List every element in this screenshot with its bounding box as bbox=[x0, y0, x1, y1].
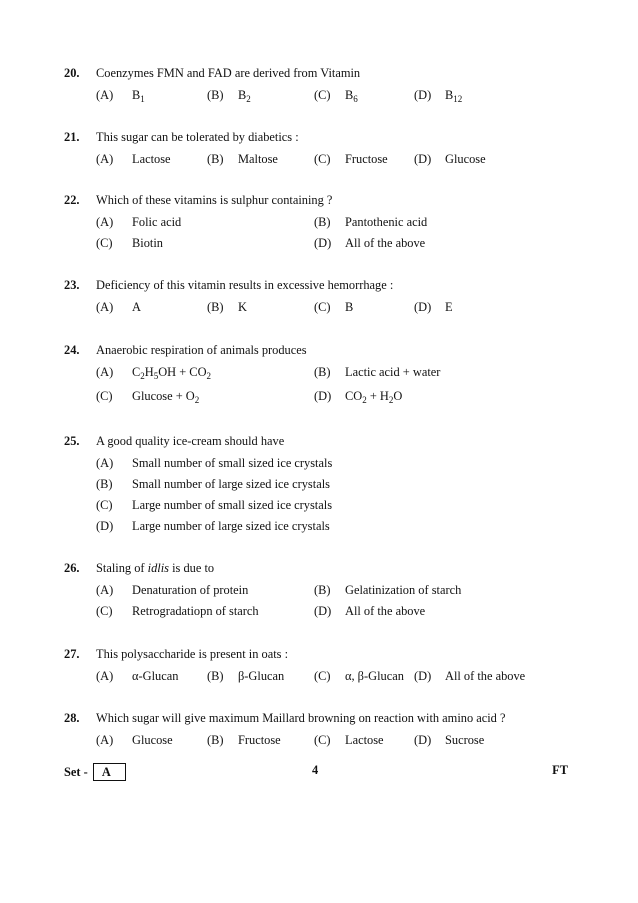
question-25 bbox=[64, 434, 584, 536]
option-c: (C) Retrogradatiopn of starch bbox=[96, 604, 259, 618]
option-b: (B) Maltose bbox=[207, 152, 278, 166]
option-d: (D) E bbox=[414, 300, 453, 314]
option-b: (B) Small number of large sized ice crystals bbox=[96, 477, 330, 491]
option-a: (A) $C_2H_5OH + CO_2$ bbox=[96, 365, 212, 381]
option-b: (B) Lactic acid + water bbox=[314, 365, 441, 379]
option-c: (C) Fructose bbox=[314, 152, 388, 166]
option-b: (B) K bbox=[207, 300, 247, 314]
option-c: (C) B bbox=[314, 300, 354, 314]
question-text: A good quality ice-cream should have bbox=[96, 434, 285, 448]
option-c: (C) $Glucose + O_2$ bbox=[96, 389, 200, 405]
question-text: Anaerobic respiration of animals produces bbox=[96, 343, 307, 357]
set-label: Set - A bbox=[64, 763, 126, 781]
option-c: (C) Lactose bbox=[314, 733, 384, 747]
question-text: Which sugar will give maximum Maillard browning on reaction with amino acid ? bbox=[96, 711, 506, 725]
option-a: (A) α-Glucan bbox=[96, 669, 179, 683]
question-text: Which of these vitamins is sulphur containing ? bbox=[96, 193, 333, 207]
option-c: (C) Biotin bbox=[96, 236, 163, 250]
option-d: (D) Glucose bbox=[414, 152, 486, 166]
question-22 bbox=[64, 193, 584, 253]
question-20 bbox=[64, 66, 584, 105]
question-number: 20. bbox=[64, 66, 80, 80]
option-b: (B) Pantothenic acid bbox=[314, 215, 428, 229]
question-text: This polysaccharide is present in oats : bbox=[96, 647, 289, 661]
set-box: A bbox=[93, 763, 126, 781]
question-27 bbox=[64, 647, 584, 686]
option-d: (D) $B_{12}$ bbox=[414, 88, 463, 104]
option-d: (D) Large number of large sized ice crystals bbox=[96, 519, 330, 533]
option-c: (C) $B_6$ bbox=[314, 88, 358, 104]
question-number: 25. bbox=[64, 434, 80, 448]
option-d: (D) All of the above bbox=[314, 604, 426, 618]
option-d: (D) All of the above bbox=[414, 669, 526, 683]
option-c: (C) Large number of small sized ice crystals bbox=[96, 498, 333, 512]
question-26 bbox=[64, 561, 584, 621]
question-24 bbox=[64, 343, 584, 406]
option-a: (A) Glucose bbox=[96, 733, 173, 747]
option-a: (A) A bbox=[96, 300, 141, 314]
question-text: Coenzymes FMN and FAD are derived from Vitamin bbox=[96, 66, 361, 80]
question-number: 26. bbox=[64, 561, 80, 575]
question-number: 27. bbox=[64, 647, 80, 661]
question-number: 22. bbox=[64, 193, 80, 207]
subject-code: FT bbox=[552, 763, 568, 777]
question-28 bbox=[64, 711, 584, 750]
question-text: This sugar can be tolerated by diabetics : bbox=[96, 130, 299, 144]
question-21 bbox=[64, 130, 584, 169]
question-23 bbox=[64, 278, 584, 317]
option-b: (B) Gelatinization of starch bbox=[314, 583, 462, 597]
option-a: (A) Lactose bbox=[96, 152, 171, 166]
question-number: 28. bbox=[64, 711, 80, 725]
option-b: (B) β-Glucan bbox=[207, 669, 285, 683]
option-b: (B) Fructose bbox=[207, 733, 281, 747]
question-text: Staling of idlis is due to bbox=[96, 561, 215, 575]
question-number: 24. bbox=[64, 343, 80, 357]
question-number: 21. bbox=[64, 130, 80, 144]
option-a: (A) Denaturation of protein bbox=[96, 583, 249, 597]
option-a: (A) $B_1$ bbox=[96, 88, 145, 104]
page-number: 4 bbox=[312, 763, 319, 777]
option-a: (A) Small number of small sized ice crystals bbox=[96, 456, 333, 470]
question-number: 23. bbox=[64, 278, 80, 292]
question-text: Deficiency of this vitamin results in excessive hemorrhage : bbox=[96, 278, 394, 292]
option-b: (B) $B_2$ bbox=[207, 88, 251, 104]
option-d: (D) Sucrose bbox=[414, 733, 485, 747]
option-a: (A) Folic acid bbox=[96, 215, 182, 229]
page-footer bbox=[64, 763, 568, 783]
option-d: (D) $CO_2 + H_2O$ bbox=[314, 389, 403, 405]
option-d: (D) All of the above bbox=[314, 236, 426, 250]
option-c: (C) α, β-Glucan bbox=[314, 669, 404, 683]
